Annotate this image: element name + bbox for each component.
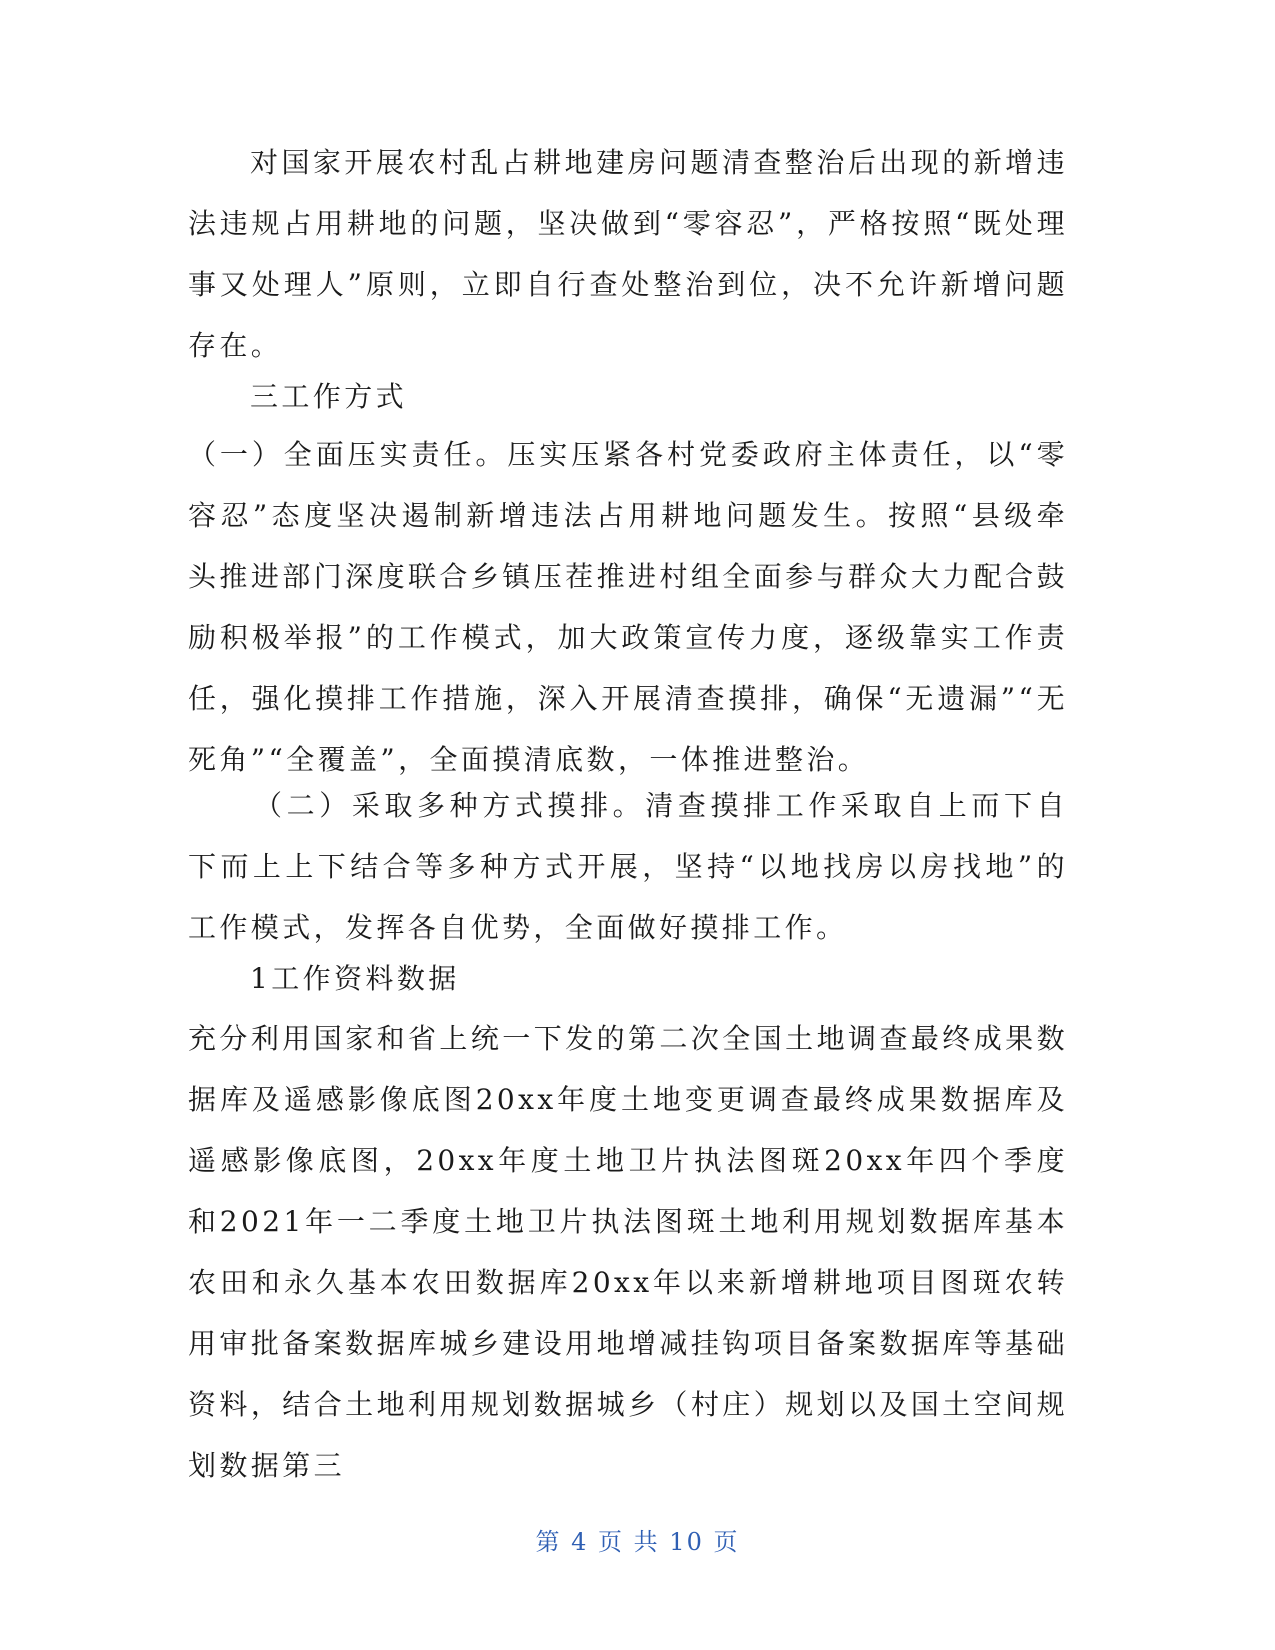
page-number-footer: 第 4 页 共 10 页 [535,1528,740,1556]
paragraph-data-sources: 充分利用国家和省上统一下发的第二次全国土地调查最终成果数据库及遥感影像底图20xx年度土地变更调查最终成果数据库及遥感影像底图，20xx年度土地卫片执法图斑20xx年四个季度和2021年一二季度土地卫片执法图斑土地利用规划数据库基本农田和永久基本农田数据库20xx年以来新增耕地项目图斑农转用审批备案数据库城乡建设用地增减挂钩项目备案数据库等基础资料，结合土地利用规划数据城乡（村庄）规划以及国土空间规划数据第三 [188,1022,1068,1482]
subheading-work-data: 1工作资料数据 [250,962,460,995]
paragraph-responsibility: （一）全面压实责任。压实压紧各村党委政府主体责任，以“零容忍”态度坚决遏制新增违法占用耕地问题发生。按照“县级牵头推进部门深度联合乡镇压茬推进村组全面参与群众大力配合鼓励积极举报”的工作模式，加大政策宣传力度，逐级靠实工作责任，强化摸排工作措施，深入开展清查摸排，确保“无遗漏”“无死角”“全覆盖”，全面摸清底数，一体推进整治。 [188,438,1068,776]
paragraph-zero-tolerance: 对国家开展农村乱占耕地建房问题清查整治后出现的新增违法违规占用耕地的问题，坚决做到“零容忍”，严格按照“既处理事又处理人”原则，立即自行查处整治到位，决不允许新增问题存在。 [188,146,1068,362]
paragraph-survey-methods: （二）采取多种方式摸排。清查摸排工作采取自上而下自下而上上下结合等多种方式开展，坚持“以地找房以房找地”的工作模式，发挥各自优势，全面做好摸排工作。 [188,789,1068,944]
section-heading-work-methods: 三工作方式 [250,380,408,413]
